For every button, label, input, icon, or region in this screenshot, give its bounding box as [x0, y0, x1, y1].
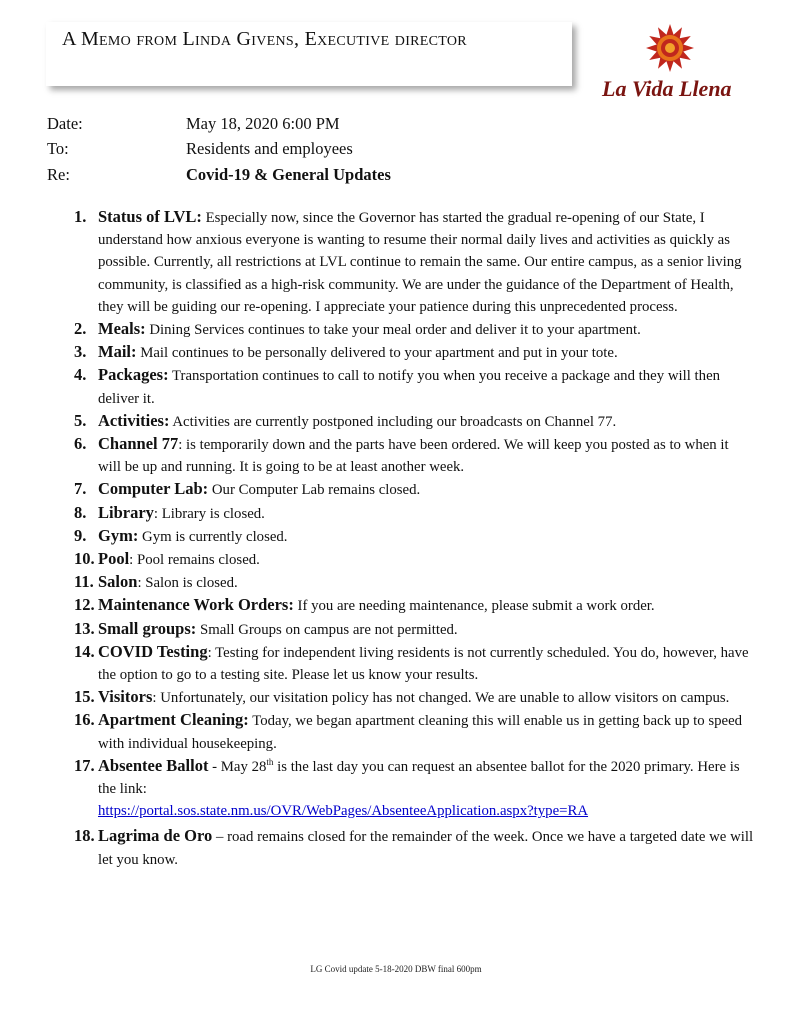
- item-number: 2.: [74, 319, 87, 339]
- item-text: : Pool remains closed.: [129, 552, 260, 569]
- item-number: 17.: [74, 755, 95, 775]
- item-heading: Activities:: [98, 410, 170, 430]
- item-number: 8.: [74, 502, 87, 522]
- item-heading: Packages:: [98, 365, 169, 385]
- item-heading: Lagrima de Oro: [98, 826, 213, 846]
- re-value: Covid-19 & General Updates: [186, 165, 391, 184]
- ordinal-suffix: th: [266, 756, 274, 767]
- list-item: [74, 548, 754, 571]
- item-text: Gym is currently closed.: [138, 528, 288, 545]
- item-number: 6.: [74, 434, 87, 454]
- item-heading: Salon: [98, 572, 138, 592]
- item-heading: Mail:: [98, 342, 137, 362]
- item-number: 12.: [74, 595, 95, 615]
- list-item: [74, 525, 754, 548]
- item-text: : is temporarily down and the parts have been ordered. We will keep you posted as to when it will be up and running. It is going to be at least another week.: [98, 437, 729, 476]
- list-item: [74, 571, 754, 594]
- date-value: May 18, 2020 6:00 PM: [186, 114, 340, 133]
- item-heading: Maintenance Work Orders:: [98, 595, 294, 615]
- list-item: [74, 341, 754, 364]
- list-item: [74, 709, 754, 754]
- item-text: Dining Services continues to take your meal order and deliver it to your apartment.: [145, 322, 641, 339]
- item-text: Especially now, since the Governor has started the gradual re-opening of our State, I understand how anxious everyone is wanting to resume their normal daily lives and activities as quickly as possible. Currently, all restrictions at LVL continue to remain the same. Our entire campus, as a senior living community, is classified as a high-risk community. We are under the guidance of the Department of Health, they will be guiding our re-opening. I appreciate your patience during this unprecedented process.: [98, 210, 742, 315]
- list-item: [74, 686, 754, 709]
- item-number: 1.: [74, 207, 87, 226]
- list-item: [74, 364, 754, 409]
- footer-note: LG Covid update 5-18-2020 DBW final 600pm: [310, 964, 482, 974]
- list-item: [74, 433, 754, 478]
- item-text: – road remains closed for the remainder of the week. Once we have a targeted date we will let you know.: [98, 829, 754, 868]
- item-number: 13.: [74, 618, 95, 638]
- item-number: 10.: [74, 549, 95, 569]
- list-item: [74, 641, 754, 686]
- memo-title: A Memo from Linda Givens, Executive director: [62, 28, 467, 50]
- re-label: Re:: [47, 165, 70, 184]
- item-heading: Absentee Ballot: [98, 755, 209, 775]
- item-text: Activities are currently postponed including our broadcasts on Channel 77.: [169, 413, 617, 430]
- item-heading: Computer Lab:: [98, 479, 209, 499]
- item-number: 4.: [74, 365, 87, 385]
- item-text: Today, we began apartment cleaning this will enable us in getting back up to speed with individual housekeeping.: [98, 713, 743, 752]
- svg-text:La Vida Llena: La Vida Llena: [602, 76, 732, 101]
- item-number: 3.: [74, 342, 87, 362]
- item-number: 7.: [74, 479, 87, 499]
- item-number: 18.: [74, 826, 95, 846]
- item-number: 5.: [74, 410, 87, 430]
- update-list: [74, 206, 754, 871]
- item-number: 15.: [74, 687, 95, 707]
- list-item: [74, 502, 754, 525]
- list-item: [74, 618, 754, 641]
- to-label: To:: [47, 139, 69, 158]
- item-number: 14.: [74, 641, 95, 661]
- item-heading: Channel 77: [98, 434, 179, 454]
- item-text: : Testing for independent living residents is not currently scheduled. You do, however, have the option to go to a testing site. Please let us know your results.: [98, 644, 749, 684]
- to-value: Residents and employees: [186, 139, 353, 158]
- item-text: Mail continues to be personally delivered to your apartment and put in your tote.: [136, 345, 618, 362]
- item-heading: COVID Testing: [98, 641, 208, 661]
- item-heading: Small groups:: [98, 618, 197, 638]
- item-text: : Salon is closed.: [137, 575, 238, 592]
- item-text: is the last day you can request an absentee ballot for the 2020 primary. Here is the link:: [98, 758, 740, 798]
- item-text: - May 28: [208, 758, 267, 775]
- list-item: [74, 478, 754, 501]
- item-heading: Apartment Cleaning:: [98, 710, 249, 730]
- item-heading: Visitors: [98, 687, 153, 707]
- absentee-application-link[interactable]: https://portal.sos.state.nm.us/OVR/WebPages/AbsenteeApplication.aspx?type=RA: [98, 803, 589, 820]
- item-text: If you are needing maintenance, please submit a work order.: [293, 598, 655, 615]
- item-text: Small Groups on campus are not permitted.: [196, 621, 458, 638]
- item-text: Transportation continues to call to notify you when you receive a package and they will then deliver it.: [98, 368, 721, 407]
- item-heading: Meals:: [98, 319, 146, 339]
- item-text: : Unfortunately, our visitation policy has not changed. We are unable to allow visitors on campus.: [152, 690, 730, 707]
- sun-icon: [646, 24, 694, 72]
- list-item: [74, 206, 754, 318]
- item-number: 9.: [74, 525, 87, 545]
- item-number: 16.: [74, 710, 95, 730]
- list-item: [74, 594, 754, 617]
- list-item: [74, 410, 754, 433]
- item-heading: Status of LVL:: [98, 207, 202, 226]
- item-text: Our Computer Lab remains closed.: [208, 482, 421, 499]
- date-label: Date:: [47, 114, 83, 133]
- list-item: [74, 318, 754, 341]
- la-vida-llena-logo: [598, 20, 738, 110]
- item-heading: Pool: [98, 549, 130, 569]
- item-heading: Gym:: [98, 525, 139, 545]
- list-item: [74, 755, 754, 823]
- item-heading: Library: [98, 502, 154, 522]
- item-text: : Library is closed.: [153, 505, 265, 522]
- list-item: [74, 825, 754, 870]
- item-number: 11.: [74, 572, 94, 592]
